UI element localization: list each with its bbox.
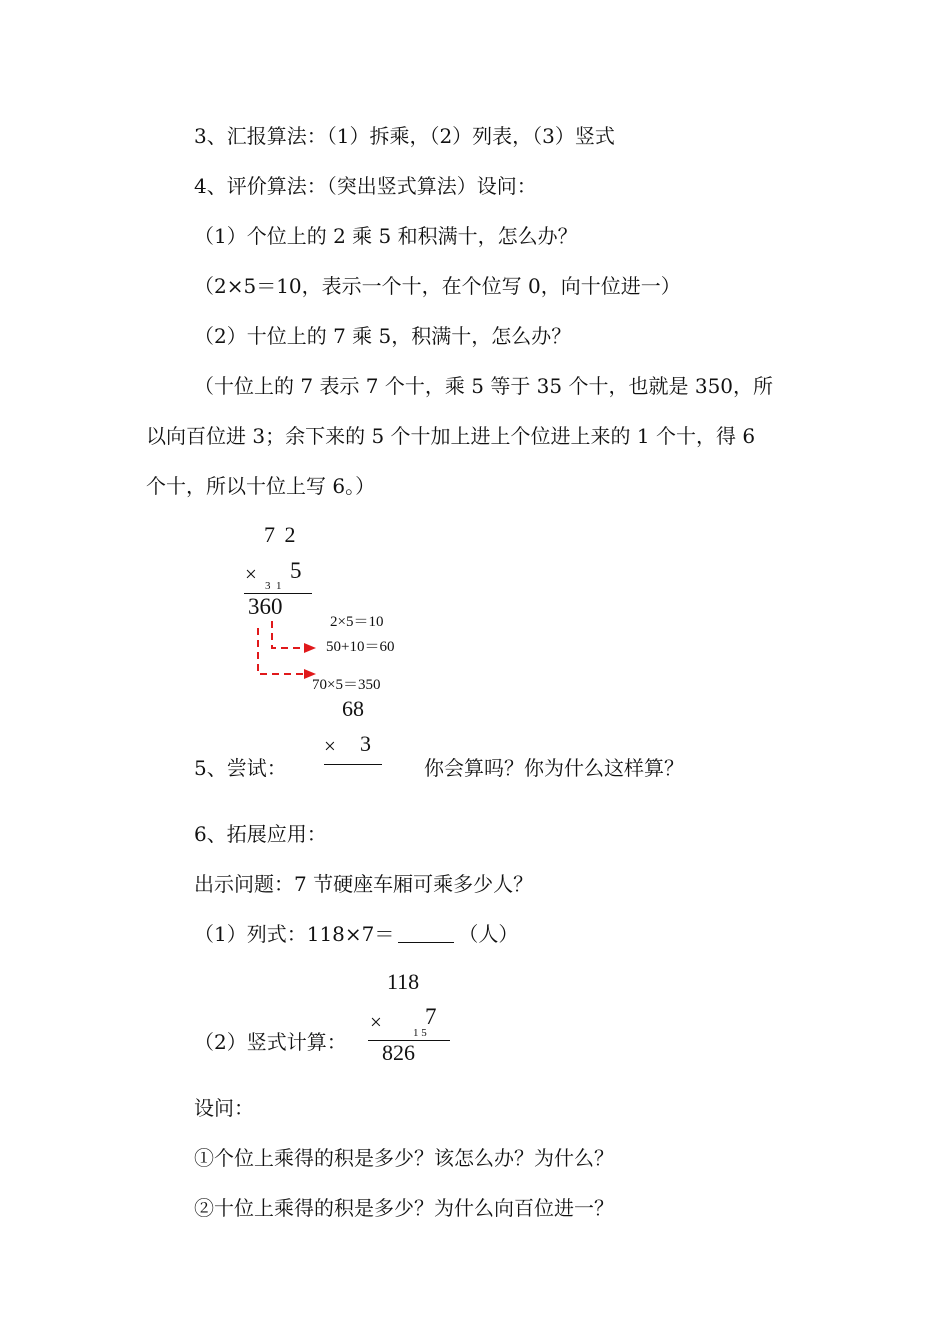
problem-line: 出示问题：7 节硬座车厢可乘多少人？ <box>194 872 534 896</box>
calc3-top: 118 <box>387 969 420 994</box>
calc1-multiplier: 5 <box>290 558 302 583</box>
calc2-rule <box>324 764 382 765</box>
answer2-line3: 个十，所以十位上写 6。） <box>146 474 376 498</box>
ask-item-2: ②十位上乘得的积是多少？为什么向百位进一？ <box>194 1196 614 1220</box>
ask-item-1: ①个位上乘得的积是多少？该怎么办？为什么？ <box>194 1146 614 1170</box>
calc2-times-sign: × <box>324 734 336 758</box>
calc3-multiplier: 7 <box>425 1004 437 1029</box>
calc1-carry-digits: 3 1 <box>265 580 282 592</box>
ask-heading: 设问： <box>194 1096 254 1120</box>
step5-question: 你会算吗？你为什么这样算？ <box>424 756 684 780</box>
calc1-top: 7 2 <box>264 522 298 547</box>
question1: （1）个位上的 2 乘 5 和积满十，怎么办？ <box>194 224 578 248</box>
question2: （2）十位上的 7 乘 5，积满十，怎么办？ <box>194 324 572 348</box>
arrow-tens-head <box>304 669 316 679</box>
calc2-top: 68 <box>342 696 364 721</box>
step4-line: 4、评价算法：（突出竖式算法）设问： <box>194 174 537 198</box>
calc3-result: 826 <box>382 1040 415 1065</box>
arrow-ones-head <box>304 643 316 653</box>
calc3-carry-digits: 1 5 <box>413 1027 427 1039</box>
calc1-note3: 70×5＝350 <box>312 677 381 693</box>
calc1-result: 360 <box>248 594 283 619</box>
arrow-tens-path <box>258 628 304 674</box>
calc3-times-sign: × <box>370 1010 382 1034</box>
formula-unit: （人） <box>458 922 519 946</box>
calc1-note2: 50+10＝60 <box>326 639 395 655</box>
answer2-line1: （十位上的 7 表示 7 个十，乘 5 等于 35 个十，也就是 350，所 <box>194 374 774 398</box>
answer2-line2: 以向百位进 3；余下来的 5 个十加上进上个位进上来的 1 个十，得 6 <box>146 424 756 448</box>
answer1: （2×5＝10，表示一个十，在个位写 0，向十位进一） <box>194 274 681 298</box>
calc1-note1: 2×5＝10 <box>330 614 384 630</box>
step5-label: 5、尝试： <box>194 756 287 780</box>
formula-line <box>194 922 518 946</box>
step6-line: 6、拓展应用： <box>194 822 327 846</box>
step3-line: 3、汇报算法：（1）拆乘，（2）列表，（3）竖式 <box>194 124 615 148</box>
calc1-times-sign: × <box>245 562 257 586</box>
arrow-ones-path <box>272 621 304 648</box>
calc2-multiplier: 3 <box>360 731 371 756</box>
formula-text: （1）列式：118×7＝ <box>194 922 395 946</box>
answer-blank[interactable] <box>398 922 454 943</box>
vertical-calc-label: （2）竖式计算： <box>194 1030 347 1054</box>
